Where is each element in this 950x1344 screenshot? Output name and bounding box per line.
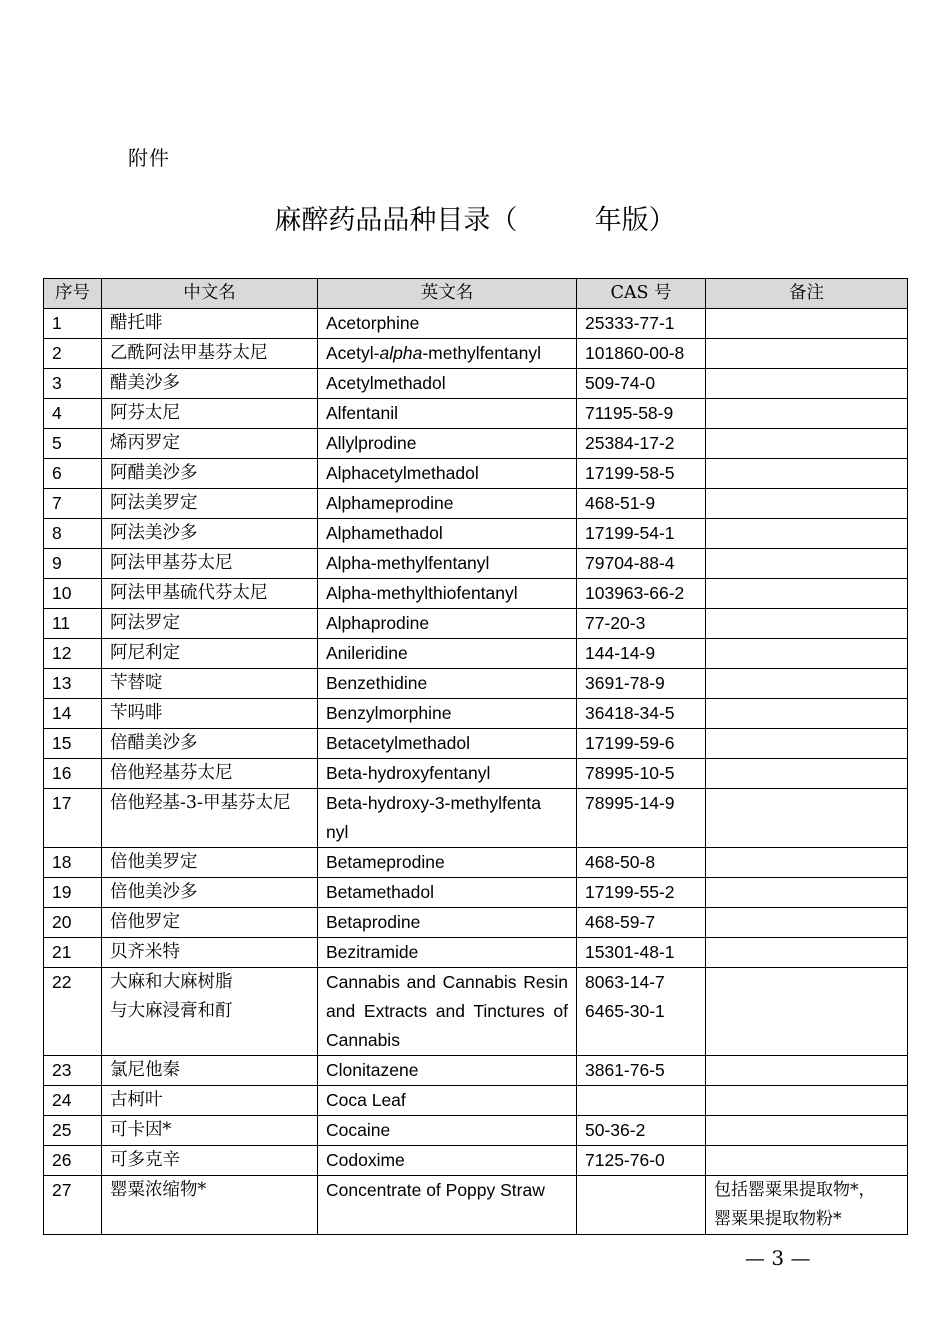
row-number: 24 <box>44 1086 102 1116</box>
chinese-name-cell: 阿法美沙多 <box>102 519 318 549</box>
row-number: 17 <box>44 789 102 848</box>
table-row <box>44 339 908 369</box>
row-number: 16 <box>44 759 102 789</box>
cas-number-cell <box>577 1086 706 1116</box>
row-number: 27 <box>44 1176 102 1235</box>
row-number: 7 <box>44 489 102 519</box>
note-cell <box>706 339 908 369</box>
note-cell <box>706 669 908 699</box>
table-row <box>44 489 908 519</box>
note-cell <box>706 429 908 459</box>
chinese-name-cell: 倍他罗定 <box>102 908 318 938</box>
table-row <box>44 309 908 339</box>
header-chinese-name: 中文名 <box>102 279 318 309</box>
cas-number-cell: 101860-00-8 <box>577 339 706 369</box>
english-name-cell: Benzylmorphine <box>318 699 577 729</box>
table-row <box>44 1086 908 1116</box>
chinese-name-cell: 苄吗啡 <box>102 699 318 729</box>
english-name-cell: Alfentanil <box>318 399 577 429</box>
cas-number-cell: 8063-14-7 6465-30-1 <box>577 968 706 1056</box>
alpha-italic: alpha <box>379 343 423 363</box>
row-number: 19 <box>44 878 102 908</box>
cas-number-cell: 17199-54-1 <box>577 519 706 549</box>
english-name-cell: Betameprodine <box>318 848 577 878</box>
cas-number-cell: 25384-17-2 <box>577 429 706 459</box>
english-name-cell: Anileridine <box>318 639 577 669</box>
note-cell <box>706 908 908 938</box>
english-name-cell: Alphamethadol <box>318 519 577 549</box>
cas-number-cell: 78995-14-9 <box>577 789 706 848</box>
row-number: 12 <box>44 639 102 669</box>
english-name-cell: Bezitramide <box>318 938 577 968</box>
row-number: 10 <box>44 579 102 609</box>
table-row <box>44 429 908 459</box>
header-english-name: 英文名 <box>318 279 577 309</box>
cas-number-cell: 468-51-9 <box>577 489 706 519</box>
english-name-cell: Cannabis and Cannabis Resin and Extracts and Tinctures of Cannabis <box>318 968 577 1056</box>
cas-number-cell: 50-36-2 <box>577 1116 706 1146</box>
page-number: — 3 — <box>745 1246 811 1270</box>
note-cell <box>706 968 908 1056</box>
table-row <box>44 848 908 878</box>
header-no: 序号 <box>44 279 102 309</box>
note-cell <box>706 1116 908 1146</box>
note-cell <box>706 699 908 729</box>
table-row <box>44 579 908 609</box>
english-name-cell: Cocaine <box>318 1116 577 1146</box>
chinese-name-cell: 倍他美罗定 <box>102 848 318 878</box>
cas-number-cell: 25333-77-1 <box>577 309 706 339</box>
english-name-cell: Alpha-methylthiofentanyl <box>318 579 577 609</box>
row-number: 21 <box>44 938 102 968</box>
cas-number-cell: 144-14-9 <box>577 639 706 669</box>
note-cell <box>706 759 908 789</box>
table-body <box>44 309 908 1235</box>
cas-number-cell: 468-50-8 <box>577 848 706 878</box>
english-name-cell: Acetyl-alpha-methylfentanyl <box>318 339 577 369</box>
chinese-name-cell: 阿法甲基硫代芬太尼 <box>102 579 318 609</box>
note-cell <box>706 519 908 549</box>
cas-number-cell: 15301-48-1 <box>577 938 706 968</box>
note-cell <box>706 489 908 519</box>
table-row <box>44 908 908 938</box>
row-number: 2 <box>44 339 102 369</box>
english-name-cell: Alphaprodine <box>318 609 577 639</box>
note-cell <box>706 399 908 429</box>
english-name-cell: Clonitazene <box>318 1056 577 1086</box>
note-cell <box>706 639 908 669</box>
table-row <box>44 1146 908 1176</box>
note-cell <box>706 579 908 609</box>
english-name-cell: Alphacetylmethadol <box>318 459 577 489</box>
cas-number-cell: 17199-58-5 <box>577 459 706 489</box>
document-title-text: 麻醉药品品种目录（ 年版） <box>274 205 676 236</box>
row-number: 14 <box>44 699 102 729</box>
english-name-cell: Benzethidine <box>318 669 577 699</box>
table-row <box>44 1056 908 1086</box>
chinese-name-cell: 阿芬太尼 <box>102 399 318 429</box>
chinese-name-cell: 苄替啶 <box>102 669 318 699</box>
cas-number-cell: 7125-76-0 <box>577 1146 706 1176</box>
header-note: 备注 <box>706 279 908 309</box>
narcotics-table <box>43 278 908 1235</box>
cas-number-cell: 17199-55-2 <box>577 878 706 908</box>
table-row <box>44 1116 908 1146</box>
table-row <box>44 1176 908 1235</box>
row-number: 11 <box>44 609 102 639</box>
note-cell: 包括罂粟果提取物*， 罂粟果提取物粉* <box>706 1176 908 1235</box>
cas-number-cell: 77-20-3 <box>577 609 706 639</box>
table-row <box>44 399 908 429</box>
note-cell <box>706 1056 908 1086</box>
table-row <box>44 759 908 789</box>
english-name-cell: Betaprodine <box>318 908 577 938</box>
document-title <box>0 198 950 237</box>
note-cell <box>706 1086 908 1116</box>
note-cell <box>706 1146 908 1176</box>
english-name-cell: Alphameprodine <box>318 489 577 519</box>
english-name-cell: Beta-hydroxyfentanyl <box>318 759 577 789</box>
english-name-cell: Codoxime <box>318 1146 577 1176</box>
english-name-cell: Beta-hydroxy-3-methylfenta nyl <box>318 789 577 848</box>
chinese-name-cell: 阿醋美沙多 <box>102 459 318 489</box>
cas-number-cell: 17199-59-6 <box>577 729 706 759</box>
row-number: 13 <box>44 669 102 699</box>
table-row <box>44 878 908 908</box>
note-cell <box>706 729 908 759</box>
row-number: 26 <box>44 1146 102 1176</box>
row-number: 4 <box>44 399 102 429</box>
note-cell <box>706 369 908 399</box>
table-row <box>44 669 908 699</box>
chinese-name-cell: 大麻和大麻树脂 与大麻浸膏和酊 <box>102 968 318 1056</box>
english-name-cell: Betamethadol <box>318 878 577 908</box>
cas-number-cell: 36418-34-5 <box>577 699 706 729</box>
table-row <box>44 729 908 759</box>
english-name-cell: Acetylmethadol <box>318 369 577 399</box>
row-number: 20 <box>44 908 102 938</box>
cas-number-cell: 3861-76-5 <box>577 1056 706 1086</box>
table-row <box>44 968 908 1056</box>
cas-number-cell: 71195-58-9 <box>577 399 706 429</box>
chinese-name-cell: 阿法美罗定 <box>102 489 318 519</box>
chinese-name-cell: 烯丙罗定 <box>102 429 318 459</box>
chinese-name-cell: 倍醋美沙多 <box>102 729 318 759</box>
chinese-name-cell: 贝齐米特 <box>102 938 318 968</box>
english-name-cell: Allylprodine <box>318 429 577 459</box>
header-cas: CAS 号 <box>577 279 706 309</box>
table-row <box>44 549 908 579</box>
row-number: 1 <box>44 309 102 339</box>
row-number: 8 <box>44 519 102 549</box>
english-name-cell: Concentrate of Poppy Straw <box>318 1176 577 1235</box>
cas-number-cell: 79704-88-4 <box>577 549 706 579</box>
chinese-name-cell: 倍他羟基芬太尼 <box>102 759 318 789</box>
row-number: 25 <box>44 1116 102 1146</box>
chinese-name-cell: 醋托啡 <box>102 309 318 339</box>
table-row <box>44 519 908 549</box>
table-row <box>44 459 908 489</box>
row-number: 15 <box>44 729 102 759</box>
cas-number-cell: 468-59-7 <box>577 908 706 938</box>
table-header-row <box>44 279 908 309</box>
chinese-name-cell: 可卡因* <box>102 1116 318 1146</box>
cas-number-cell <box>577 1176 706 1235</box>
chinese-name-cell: 阿法甲基芬太尼 <box>102 549 318 579</box>
table-row <box>44 369 908 399</box>
chinese-name-cell: 氯尼他秦 <box>102 1056 318 1086</box>
chinese-name-cell: 醋美沙多 <box>102 369 318 399</box>
chinese-name-cell: 倍他羟基-3-甲基芬太尼 <box>102 789 318 848</box>
table-row <box>44 938 908 968</box>
row-number: 9 <box>44 549 102 579</box>
cas-number-cell: 509-74-0 <box>577 369 706 399</box>
attachment-label: 附件 <box>128 146 170 170</box>
cas-number-cell: 103963-66-2 <box>577 579 706 609</box>
chinese-name-cell: 古柯叶 <box>102 1086 318 1116</box>
english-name-cell: Alpha-methylfentanyl <box>318 549 577 579</box>
chinese-name-cell: 阿尼利定 <box>102 639 318 669</box>
chinese-name-cell: 可多克辛 <box>102 1146 318 1176</box>
table-row <box>44 609 908 639</box>
table-row <box>44 789 908 848</box>
row-number: 22 <box>44 968 102 1056</box>
cas-number-cell: 3691-78-9 <box>577 669 706 699</box>
note-cell <box>706 609 908 639</box>
note-cell <box>706 848 908 878</box>
chinese-name-cell: 乙酰阿法甲基芬太尼 <box>102 339 318 369</box>
row-number: 23 <box>44 1056 102 1086</box>
note-cell <box>706 309 908 339</box>
note-cell <box>706 789 908 848</box>
row-number: 3 <box>44 369 102 399</box>
note-cell <box>706 549 908 579</box>
row-number: 6 <box>44 459 102 489</box>
chinese-name-cell: 倍他美沙多 <box>102 878 318 908</box>
english-name-cell: Betacetylmethadol <box>318 729 577 759</box>
note-cell <box>706 878 908 908</box>
row-number: 18 <box>44 848 102 878</box>
note-cell <box>706 459 908 489</box>
cas-number-cell: 78995-10-5 <box>577 759 706 789</box>
english-name-cell: Acetorphine <box>318 309 577 339</box>
table-row <box>44 639 908 669</box>
chinese-name-cell: 罂粟浓缩物* <box>102 1176 318 1235</box>
chinese-name-cell: 阿法罗定 <box>102 609 318 639</box>
note-cell <box>706 938 908 968</box>
table-row <box>44 699 908 729</box>
row-number: 5 <box>44 429 102 459</box>
english-name-cell: Coca Leaf <box>318 1086 577 1116</box>
